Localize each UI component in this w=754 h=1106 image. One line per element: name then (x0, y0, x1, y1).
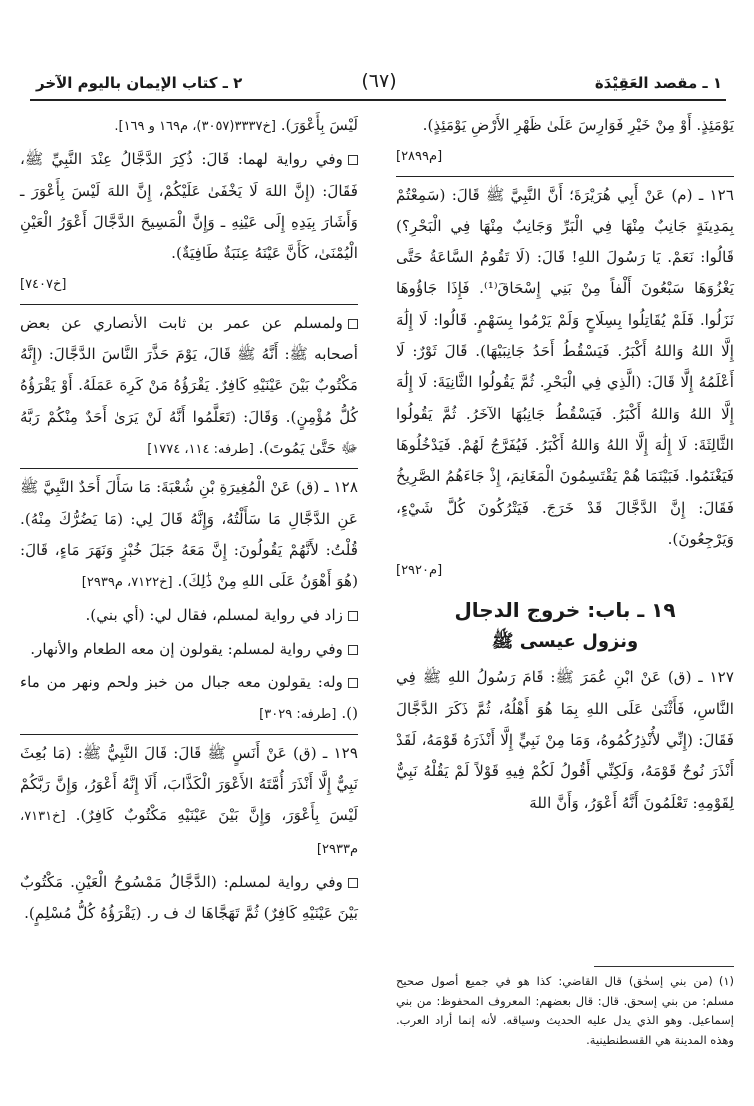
footnote-number: (١) (718, 974, 734, 988)
hadith-text: ١٢٦ ـ (م) عَنْ أَبِي هُرَيْرَةَ؛ أَنَّ النَّبِيَّ ﷺ قَالَ: (سَمِعْتُمْ بِمَدِينَةٍ جَانِبٌ مِنْهَا فِي الْبَرِّ وَجَانِبٌ مِنْهَا فِي الْبَحْرِ؟) قَالُوا: نَعَمْ. يَا رَسُولَ اللهِ! قَالَ: (لَا تَقُومُ السَّاعَةُ حَتَّى يَغْزُوَهَا سَبْعُونَ أَلْفاً مِنْ بَنِي إِسْحَاقَ⁽¹⁾. فَإِذَا جَاؤُوهَا نَزَلُوا. فَلَمْ يُقَاتِلُوا بِسِلَاحٍ وَلَمْ يَرْمُوا بِسَهْمٍ. قَالُوا: لَا إِلَٰهَ إِلَّا اللهُ وَاللهُ أَكْبَرُ. فَيَسْقُطُ أَحَدُ جَانِبَيْهَا). قَالَ ثَوْرٌ: لَا أَعْلَمُهُ إِلَّا قَالَ: (الَّذِي فِي الْبَحْرِ. ثُمَّ يَقُولُوا الثَّانِيَةَ: لَا إِلَٰهَ إِلَّا اللهُ وَاللهُ أَكْبَرُ. فَيَسْقُطُ جَانِبُهَا الآخَرُ. ثُمَّ يَقُولُوا الثَّالِثَةَ: لَا إِلَٰهَ إِلَّا اللهُ وَاللهُ أَكْبَرُ. فَيُفَرَّجُ لَهُمْ. فَيَدْخُلُوهَا فَيَغْنَمُوا. فَبَيْنَمَا هُمْ يَقْتَسِمُونَ الْمَغَانِمَ، إِذْ جَاءَهُمُ الصَّرِيخُ فَقَالَ: إِنَّ الدَّجَّالَ قَدْ خَرَجَ. فَيَتْرُكُونَ كُلَّ شَيْءٍ، وَيَرْجِعُونَ). (396, 185, 735, 548)
paragraph (20, 600, 358, 631)
header-rule (30, 99, 726, 101)
paragraph (20, 308, 358, 465)
citation: [خ٧١٢٢، م٢٩٣٩] (81, 575, 173, 591)
square-bullet-icon (348, 319, 358, 329)
citation: [خ٣٣٣٧(٣٠٥٧)، م١٦٩ و ١٦٩]. (114, 119, 276, 134)
paragraph (20, 110, 358, 142)
square-bullet-icon (348, 611, 358, 621)
running-header (36, 68, 722, 98)
hadith-text: ١٢٧ ـ (ق) عَنْ ابْنِ عُمَرَ ﷺ: قَامَ رَسُولُ اللهِ ﷺ فِي النَّاسِ، فَأَثْنَىٰ عَلَى اللهِ بِمَا هُوَ أَهْلُهُ، ثُمَّ ذَكَرَ الدَّجَّالَ فَقَالَ: (إِنِّي لأُنْذِرُكُمُوهُ، وَمَا مِنْ نَبِيٍّ إِلَّا أَنْذَرَهُ قَوْمَهُ، لَقَدْ أَنْذَرَ نُوحٌ قَوْمَهُ، وَلَكِنِّي أَقُولُ لَكُمْ فِيهِ قَوْلاً لَمْ يَقُلْهُ نَبِيٌّ لِقَوْمِهِ: تَعْلَمُونَ أَنَّهُ أَعْوَرُ، وَأَنَّ اللهَ (396, 668, 734, 812)
footnote (396, 972, 734, 1050)
square-bullet-icon (348, 645, 358, 655)
hadith-text: وفي رواية لمسلم: (الدَّجَّالُ مَمْسُوحُ الْعَيْنِ. مَكْتُوبٌ بَيْنَ عَيْنَيْهِ كَافِرٌ) ثُمَّ تَهَجَّاهَا ك ف ر. (يَقْرَؤُهُ كُلُّ مُسْلِمٍ). (20, 872, 358, 923)
hadith-text: ١٢٩ ـ (ق) عَنْ أَنَسٍ ﷺ قَالَ: قَالَ النَّبِيُّ ﷺ: (مَا بُعِثَ نَبِيٌّ إِلَّا أَنْذَرَ أُمَّتَهُ الأَعْوَرَ الْكَذَّابَ، أَلَا إِنَّهُ أَعْوَرُ، وَإِنَّ رَبَّكُمْ لَيْسَ بِأَعْوَرَ، وَإِنَّ بَيْنَ عَيْنَيْهِ مَكْتُوبٌ كَافِرٌ). (20, 743, 358, 825)
citation: [طرفه: ١١٤، ١٧٧٤] (147, 441, 254, 457)
paragraph (20, 634, 358, 665)
hadith-text: يَوْمَئِذٍ. أَوْ مِنْ خَيْرِ فَوَارِسَ عَلَىٰ ظَهْرِ الأَرْضِ يَوْمَئِذٍ). (422, 116, 734, 134)
citation: [م٢٩٢٠] (396, 563, 443, 579)
left-column (20, 110, 358, 931)
page-number: (٦٧) (361, 70, 397, 92)
hadith-text: لَيْسَ بِأَعْوَرَ). (280, 116, 358, 134)
paragraph (20, 867, 358, 930)
hadith-text: وفي رواية لمسلم: يقولون إن معه الطعام والأنهار. (30, 639, 343, 658)
footnote-text: (من بني إسحٰق) قال القاضي: كذا هو في جميع أصول صحيح مسلم: من بني إسحق. قال: قال بعضهم: المعروف المحفوظ: من بني إسماعيل. وهو الذي يدل عليه الحديث وسياقه. لأنه إنما أراد العرب. وهذه المدينة هي القسطنطينية. (396, 974, 734, 1047)
citation: [خ٧٤٠٧] (20, 277, 67, 293)
hadith-text: زاد في رواية لمسلم، فقال لي: (أي بني). (85, 606, 343, 625)
chapter-subtitle: ونزول عيسى ﷺ (491, 631, 639, 653)
chapter-heading (396, 594, 734, 658)
hadith-128 (20, 472, 358, 598)
header-section-title: ١ ـ مقصد العَقِيْدَة (594, 74, 722, 92)
citation: [خ٧١٣١، م٢٩٣٣] (20, 809, 358, 857)
hadith-text: وله: يقولون معه جبال من خبز ولحم ونهر من ماء (). (20, 673, 358, 723)
hadith-text: وفي رواية لهما: قَالَ: ذُكِرَ الدَّجَّالُ عِنْدَ النَّبِيِّ ﷺ، فَقَالَ: (إِنَّ اللهَ لَا يَخْفَىٰ عَلَيْكُمْ، إِنَّ اللهَ لَيْسَ بِأَعْوَرَ ـ وَأَشَارَ بِيَدِهِ إِلَى عَيْنِهِ ـ وَإِنَّ الْمَسِيحَ الدَّجَّالَ أَعْوَرُ الْعَيْنِ الْيُمْنَىٰ، كَأَنَّ عَيْنَهُ عِنَبَةٌ طَافِيَةٌ). (20, 150, 358, 263)
footnote-rule (594, 966, 734, 967)
square-bullet-icon (348, 155, 358, 165)
chapter-title: ١٩ ـ باب: خروج الدجال (454, 598, 676, 623)
hadith-text: ولمسلم عن عمر بن ثابت الأنصاري عن بعض أصحابه ﷺ: أَنَّهُ ﷺ قَالَ، يَوْمَ حَذَّرَ النَّاسَ الدَّجَّالَ: (إِنَّهُ مَكْتُوبٌ بَيْنَ عَيْنَيْهِ كَافِرٌ. يَقْرَؤُهُ مَنْ كَرِهَ عَمَلَهُ. أَوْ يَقْرَؤُهُ كُلُّ مُؤْمِنٍ). وَقَالَ: (تَعَلَّمُوا أَنَّهُ لَنْ يَرَىٰ أَحَدٌ مِنْكُمْ رَبَّهُ ﷻ حَتَّىٰ يَمُوتَ). (20, 313, 358, 457)
square-bullet-icon (348, 678, 358, 688)
citation: [م٢٨٩٩] (396, 149, 443, 165)
hadith-text: ١٢٨ ـ (ق) عَنْ الْمُغِيرَةِ بْنِ شُعْبَةَ: مَا سَأَلَ أَحَدٌ النَّبِيَّ ﷺ عَنِ الدَّجَّالِ مَا سَأَلْتُهُ، وَإِنَّهُ قَالَ لِي: (مَا يَضُرُّكَ مِنْهُ). قُلْتُ: لأَنَّهُمْ يَقُولُونَ: إِنَّ مَعَهُ جَبَلَ خُبْزٍ وَنَهَرَ مَاءٍ، قَالَ: (هُوَ أَهْوَنُ عَلَى اللهِ مِنْ ذَٰلِكَ). (20, 478, 358, 591)
citation: [طرفه: ٣٠٢٩] (259, 707, 337, 723)
divider (396, 176, 734, 177)
square-bullet-icon (348, 878, 358, 888)
header-chapter-title: ٢ ـ كتاب الإيمان باليوم الآخر (36, 74, 243, 92)
hadith-126 (396, 180, 734, 587)
divider (20, 734, 358, 735)
divider (20, 304, 358, 305)
divider (20, 468, 358, 469)
paragraph (20, 667, 358, 731)
hadith-127 (396, 662, 734, 818)
paragraph (20, 144, 358, 300)
hadith-129 (20, 738, 358, 865)
paragraph (396, 110, 734, 173)
right-column (396, 110, 734, 821)
